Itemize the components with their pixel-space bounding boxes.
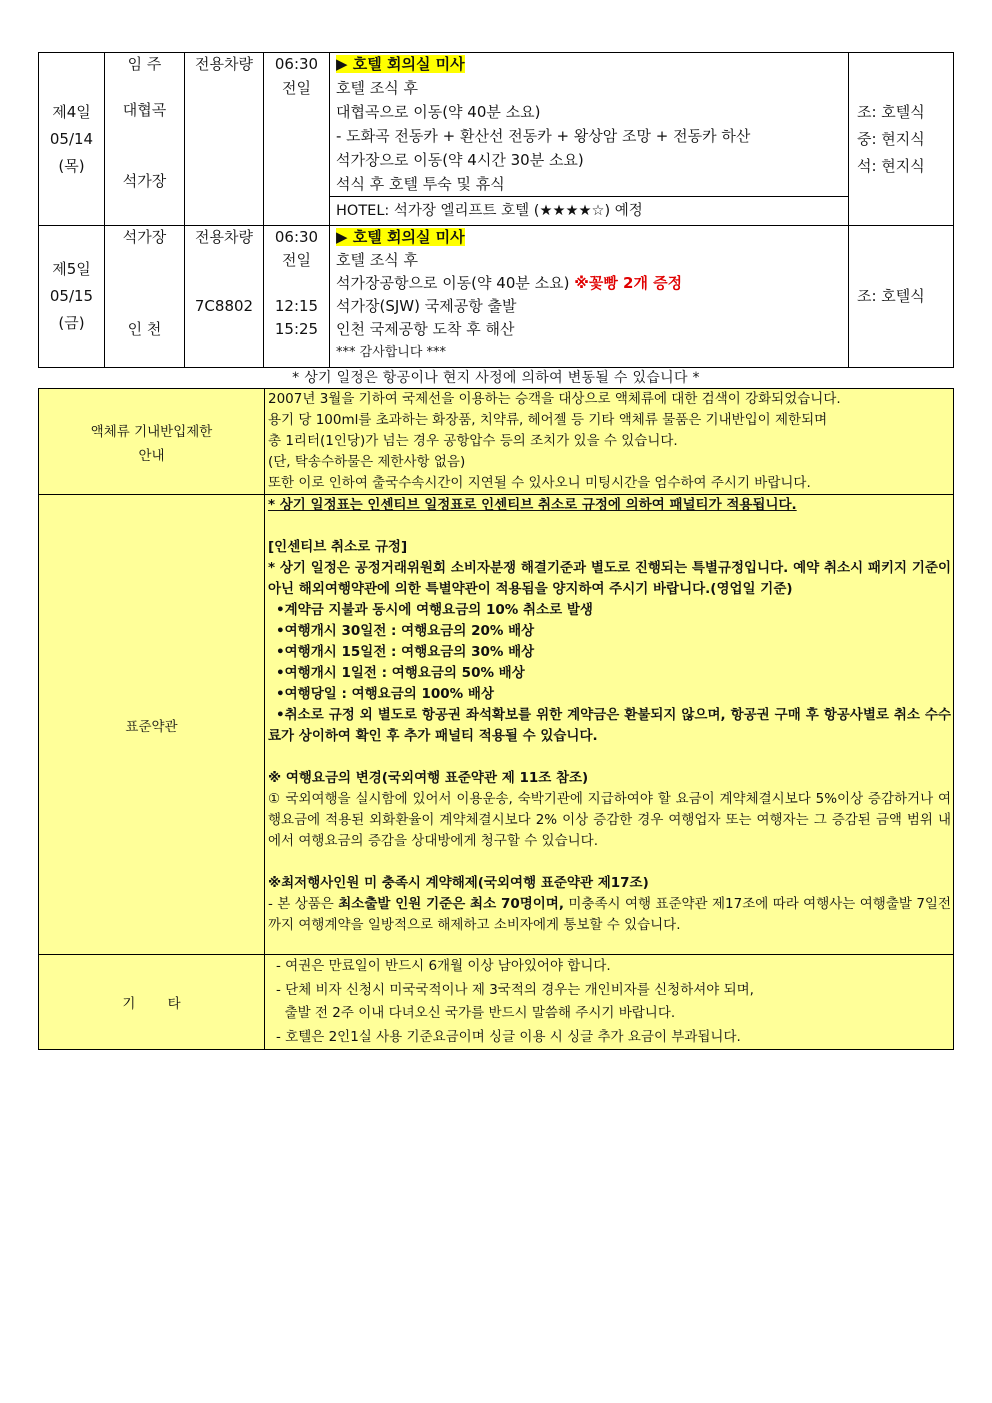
time: 06:30 — [274, 228, 319, 246]
liquid-label-line: 액체류 기내반입제한 — [90, 423, 213, 440]
activity-line: 호텔 조식 후 — [336, 251, 418, 269]
meal-cell — [849, 226, 954, 368]
liquid-line: 2007년 3월을 기하여 국제선을 이용하는 승객을 대상으로 액체류에 대한 검색이 강화되었습니다. — [268, 391, 841, 407]
time: 전일 — [282, 79, 311, 97]
day-cell — [39, 226, 105, 368]
time: 15:25 — [274, 320, 319, 338]
place: 임 주 — [127, 55, 162, 73]
day-cell — [39, 53, 105, 226]
transport-cell — [185, 53, 264, 226]
transport-cell — [185, 226, 264, 368]
thanks-line: *** 감사합니다 *** — [336, 345, 447, 360]
day-weekday: (금) — [58, 314, 85, 332]
itinerary-row-day4 — [39, 53, 954, 226]
time-cell — [264, 53, 330, 226]
highlight-mass: ▶ 호텔 회의실 미사 — [336, 55, 465, 73]
meal: 조: 호텔식 — [857, 287, 925, 305]
rule-extra: •취소로 규정 외 별도로 항공권 좌석확보를 위한 계약금은 환불되지 않으며, 항공권 구매 후 항공사별로 취소 수수료가 상이하여 확인 후 추가 패널티 적용될 수 있습니다. — [268, 707, 951, 744]
place: 석가장 — [122, 228, 167, 246]
liquid-line: 용기 당 100ml를 초과하는 화장품, 치약류, 헤어젤 등 기타 액체류 물품은 기내반입이 제한되며 — [268, 412, 828, 428]
time-cell — [264, 226, 330, 368]
rule-item: •계약금 지불과 동시에 여행요금의 10% 취소로 발생 — [276, 602, 593, 618]
time: 전일 — [282, 251, 311, 269]
rule-item: •여행당일 : 여행요금의 100% 배상 — [276, 686, 494, 702]
activity-line: 석가장공항으로 이동(약 40분 소요) — [336, 274, 570, 292]
day-date: 05/15 — [49, 287, 94, 305]
meal: 중: 현지식 — [857, 129, 925, 148]
etc-line: 출발 전 2주 이내 다녀오신 국가를 반드시 말씀해 주시기 바랍니다. — [276, 1005, 676, 1021]
etc-line: - 여권은 만료일이 반드시 6개월 이상 남아있어야 합니다. — [276, 958, 611, 974]
change-body: ① 국외여행을 실시함에 있어서 이용운송, 숙박기관에 지급하여야 할 요금이 계약체결시보다 5%이상 증감하거나 여행요금에 적용된 외화환율이 계약체결시보다 2% 이상 증감한 경우 여행업자 또는 여행자는 그 증감된 금액 범위 내에서 여행요금의 증감을 상대방에게 청구할 수 있습니다. — [268, 791, 951, 849]
itinerary-table — [38, 52, 954, 368]
highlight-mass: ▶ 호텔 회의실 미사 — [336, 228, 465, 246]
hotel-line: HOTEL: 석가장 엘리프트 호텔 (★★★★☆) 예정 — [330, 196, 848, 225]
place: 석가장 — [122, 172, 167, 190]
terms-label: 표준약관 — [39, 495, 265, 955]
itinerary-row-day5 — [39, 226, 954, 368]
activity-line: - 도화곡 전동카 + 환산선 전동카 + 왕상암 조망 + 전동카 하산 — [336, 127, 751, 145]
rule-item: •여행개시 1일전 : 여행요금의 50% 배상 — [276, 665, 525, 681]
transport: 전용차량 — [195, 55, 253, 73]
activity-cell — [330, 226, 849, 368]
terms-headline: * 상기 일정표는 인센티브 일정표로 인센티브 취소로 규정에 의하여 패널티가 적용됩니다. — [268, 497, 797, 513]
activity-line: 석식 후 호텔 투숙 및 휴식 — [336, 175, 505, 193]
etc-line: - 단체 비자 신청시 미국국적이나 제 3국적의 경우는 개인비자를 신청하셔야 되며, — [276, 981, 754, 998]
day-date: 05/14 — [49, 129, 94, 148]
activity-line: 석가장(SJW) 국제공항 출발 — [336, 297, 517, 315]
liquid-line: (단, 탁송수하물은 제한사항 없음) — [268, 454, 466, 470]
liquid-label-line: 안내 — [138, 447, 165, 464]
day-number: 제5일 — [52, 260, 91, 278]
day-number: 제4일 — [52, 102, 91, 121]
rule-title: [인센티브 취소로 규정] — [268, 539, 408, 555]
activity-line: 호텔 조식 후 — [336, 79, 418, 97]
rule-item: •여행개시 15일전 : 여행요금의 30% 배상 — [276, 644, 535, 660]
terms-body — [265, 495, 954, 955]
etc-line: - 호텔은 2인1실 사용 기준요금이며 싱글 이용 시 싱글 추가 요금이 부과됩니다. — [276, 1028, 741, 1045]
liquid-label — [39, 389, 265, 495]
time: 12:15 — [274, 297, 319, 315]
time: 06:30 — [274, 55, 319, 73]
activity-cell — [330, 53, 849, 226]
terms-row — [39, 495, 954, 955]
liquid-body — [265, 389, 954, 495]
change-title: ※ 여행요금의 변경(국외여행 표준약관 제 11조 참조) — [268, 770, 589, 786]
meal: 조: 호텔식 — [857, 102, 925, 121]
etc-label: 기 타 — [39, 955, 265, 1050]
day-weekday: (목) — [58, 156, 85, 175]
etc-row — [39, 955, 954, 1050]
etc-body — [265, 955, 954, 1050]
liquid-row — [39, 389, 954, 495]
min-post: 미충족시 여행 표준약관 제17조에 따라 여행사는 여행출발 7일전까지 여행계약을 일방적으로 해제하고 소비자에게 통보할 수 있습니다. — [268, 896, 951, 933]
min-bold: 최소출발 인원 기준은 최소 70명이며, — [338, 896, 564, 912]
min-title: ※최저행사인원 미 충족시 계약해제(국외여행 표준약관 제17조) — [268, 875, 649, 891]
liquid-line: 총 1리터(1인당)가 넘는 경우 공항압수 등의 조치가 있을 수 있습니다. — [268, 433, 678, 449]
place: 대협곡 — [122, 101, 167, 119]
schedule-change-notice: * 상기 일정은 항공이나 현지 사정에 의하여 변동될 수 있습니다 * — [292, 370, 700, 386]
transport: 전용차량 — [195, 228, 253, 246]
info-table — [38, 388, 954, 1050]
rule-intro: * 상기 일정은 공정거래위원회 소비자분쟁 해결기준과 별도로 진행되는 특별규정입니다. 예약 취소시 패키지 기준이 아닌 해외여행약관에 의한 특별약관이 적용됨을 양지하여 주시기 바랍니다.(영업일 기준) — [268, 560, 951, 597]
liquid-line: 또한 이로 인하여 출국수속시간이 지연될 수 있사오니 미팅시간을 엄수하여 주시기 바랍니다. — [268, 475, 811, 491]
flight-number: 7C8802 — [194, 297, 254, 315]
place: 인 천 — [127, 320, 162, 338]
min-pre: - 본 상품은 — [268, 896, 339, 912]
rule-item: •여행개시 30일전 : 여행요금의 20% 배상 — [276, 623, 535, 639]
activity-line: 인천 국제공항 도착 후 해산 — [336, 320, 515, 338]
place-cell — [105, 226, 185, 368]
meal: 석: 현지식 — [857, 156, 925, 175]
activity-line: 대협곡으로 이동(약 40분 소요) — [336, 103, 541, 121]
gift-note: ※꽃빵 2개 증정 — [574, 274, 683, 292]
activity-line: 석가장으로 이동(약 4시간 30분 소요) — [336, 151, 584, 169]
meal-cell — [849, 53, 954, 226]
min-body — [268, 894, 951, 936]
place-cell — [105, 53, 185, 226]
